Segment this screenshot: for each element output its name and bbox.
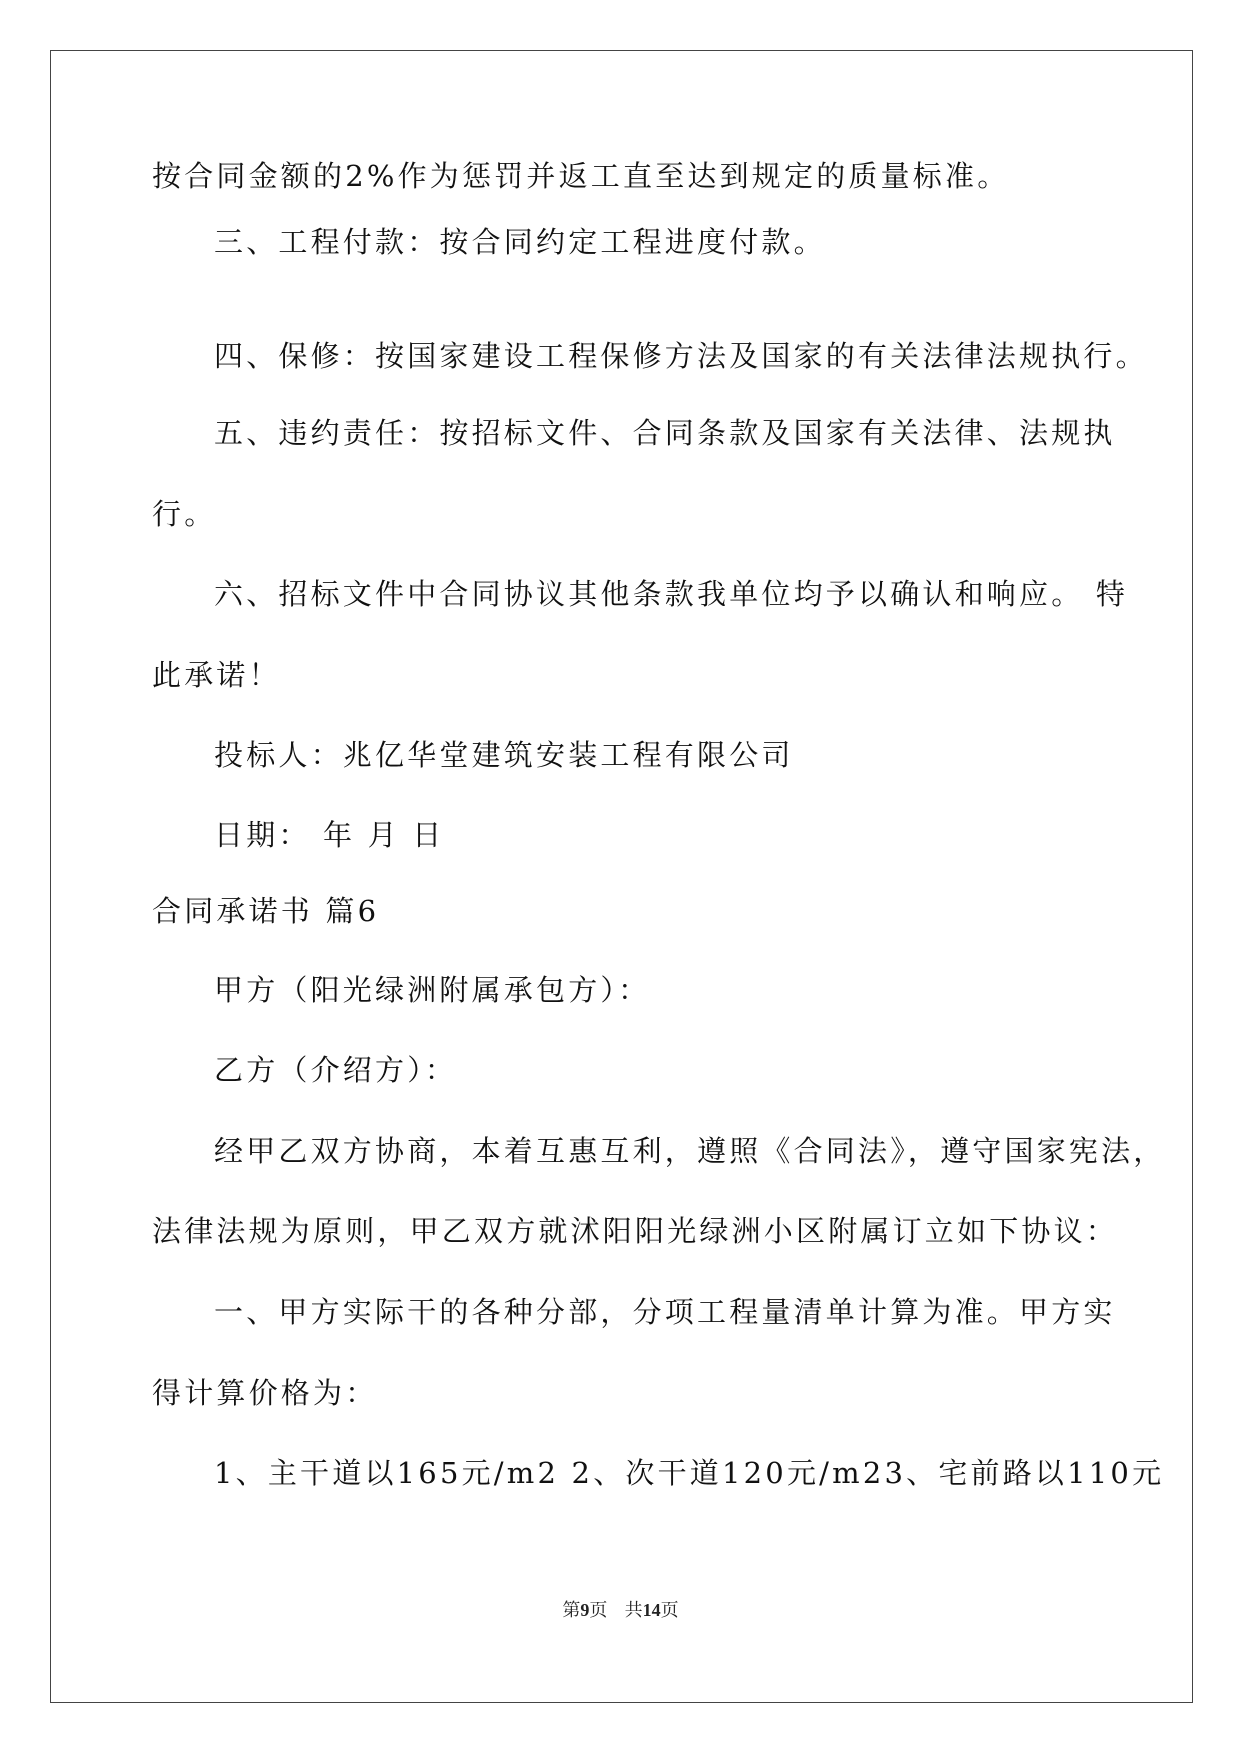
- text-line: 按合同金额的2%作为惩罚并返工直至达到规定的质量标准。: [152, 159, 1010, 193]
- total-page-count: 14: [642, 1600, 661, 1620]
- footer-prefix: 第: [562, 1600, 581, 1621]
- text-line: 甲方（阳光绿洲附属承包方）：: [214, 973, 651, 1007]
- text-line: 1、主干道以165元/m2 2、次干道120元/m23、宅前路以110元: [214, 1456, 1165, 1490]
- text-line: 法律法规为原则，甲乙双方就沭阳阳光绿洲小区附属订立如下协议：: [152, 1214, 1119, 1248]
- text-line: 行。: [152, 497, 217, 531]
- text-line: 五、违约责任：按招标文件、合同条款及国家有关法律、法规执: [214, 416, 1116, 450]
- text-line: 日期： 年 月 日: [214, 818, 445, 852]
- text-line: 经甲乙双方协商，本着互惠互利，遵照《合同法》，遵守国家宪法，: [214, 1134, 1166, 1168]
- page-footer: [0, 1596, 1241, 1622]
- text-line: 三、工程付款：按合同约定工程进度付款。: [214, 225, 826, 259]
- text-line: 一、甲方实际干的各种分部，分项工程量清单计算为准。甲方实: [214, 1295, 1116, 1329]
- section-heading: 合同承诺书 篇6: [152, 894, 380, 928]
- footer-suffix: 页: [660, 1600, 679, 1621]
- text-line: 六、招标文件中合同协议其他条款我单位均予以确认和响应。 特: [214, 577, 1129, 611]
- current-page-number: 9: [580, 1600, 590, 1620]
- text-line: 乙方（介绍方）：: [214, 1053, 458, 1087]
- footer-middle: 页 共: [589, 1600, 643, 1621]
- text-line: 四、保修：按国家建设工程保修方法及国家的有关法律法规执行。: [214, 339, 1148, 373]
- text-line: 得计算价格为：: [152, 1376, 378, 1410]
- text-line: 此承诺！: [152, 658, 281, 692]
- text-line: 投标人：兆亿华堂建筑安装工程有限公司: [214, 738, 794, 772]
